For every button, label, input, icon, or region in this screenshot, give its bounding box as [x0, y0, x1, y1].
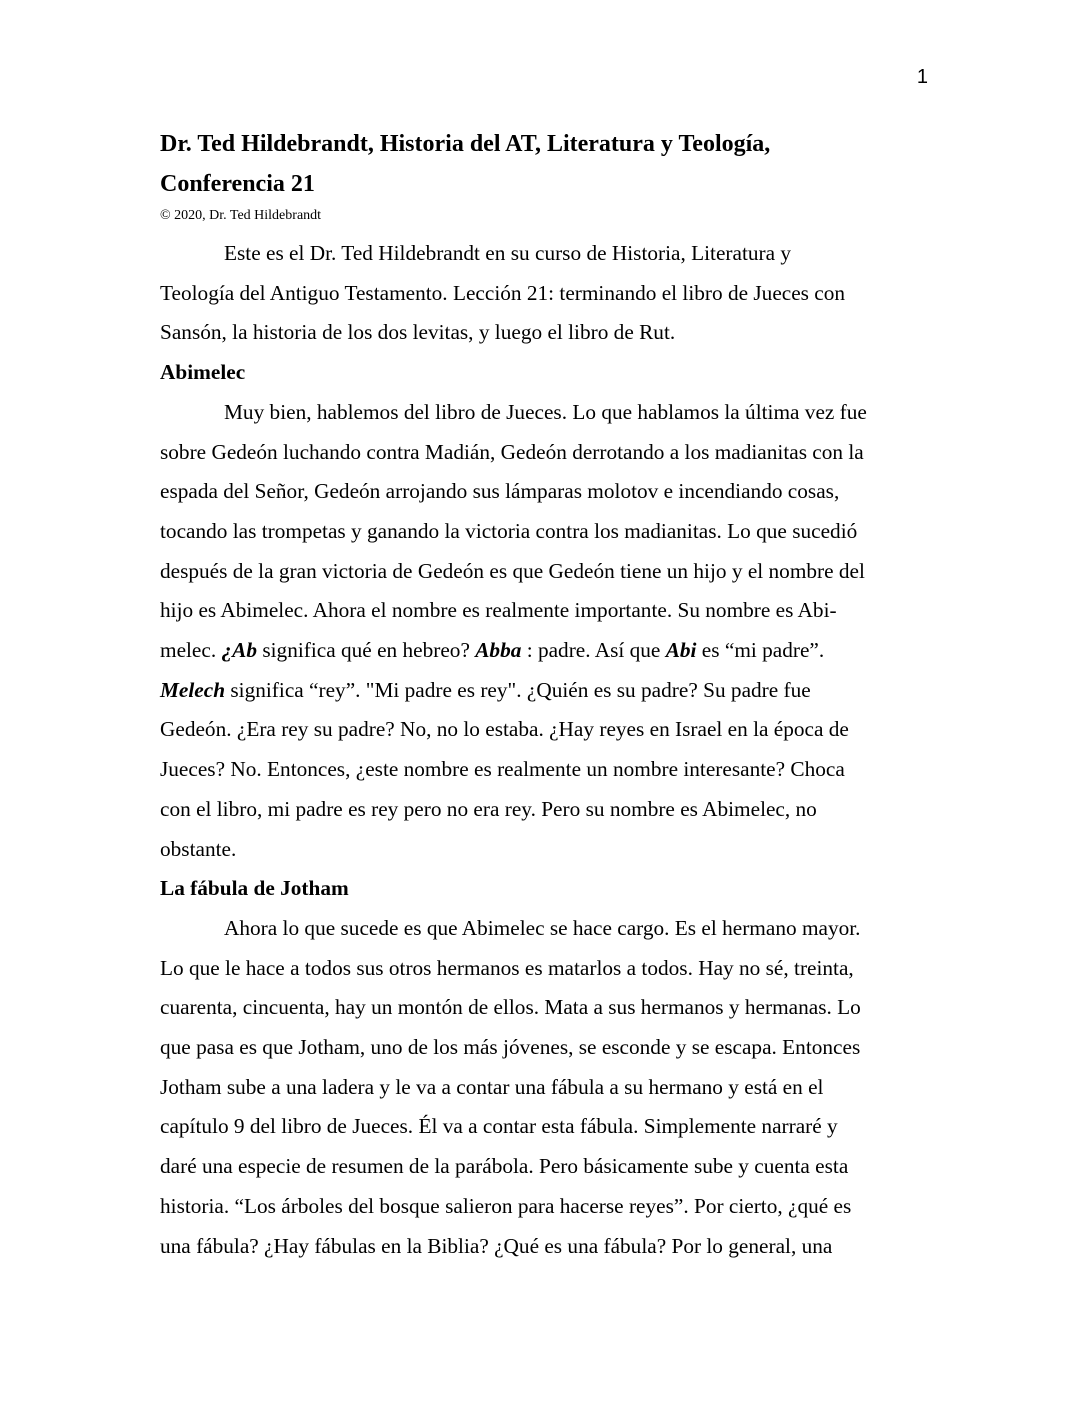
page-number: 1: [916, 66, 928, 88]
hebrew-term: Melech: [160, 677, 226, 702]
document-body: [160, 124, 930, 1266]
paragraph-line: Lo que le hace a todos sus otros hermanos es matarlos a todos. Hay no sé, treinta,: [160, 955, 854, 980]
title-line-2: Conferencia 21: [160, 171, 315, 197]
line-text: melec.: [160, 638, 222, 663]
abimelec-paragraph: [160, 393, 930, 869]
paragraph-line: obstante.: [160, 836, 237, 861]
paragraph-line: cuarenta, cincuenta, hay un montón de ellos. Mata a sus hermanos y hermanas. Lo: [160, 995, 861, 1020]
hebrew-term: Abba: [475, 638, 522, 663]
paragraph-line: sobre Gedeón luchando contra Madián, Gedeón derrotando a los madianitas con la: [160, 439, 864, 464]
paragraph-line: Gedeón. ¿Era rey su padre? No, no lo estaba. ¿Hay reyes en Israel en la época de: [160, 717, 849, 742]
intro-paragraph: [160, 234, 930, 353]
paragraph-line: hijo es Abimelec. Ahora el nombre es realmente importante. Su nombre es Abi-: [160, 598, 837, 623]
intro-line: Teología del Antiguo Testamento. Lección 21: terminando el libro de Jueces con: [160, 280, 846, 305]
line-text: significa qué en hebreo?: [257, 638, 476, 663]
intro-line: Sansón, la historia de los dos levitas, y luego el libro de Rut.: [160, 320, 676, 345]
hebrew-term: Abi: [665, 638, 697, 663]
paragraph-line: una fábula? ¿Hay fábulas en la Biblia? ¿Qué es una fábula? Por lo general, una: [160, 1233, 833, 1258]
paragraph-line: Jotham sube a una ladera y le va a contar una fábula a su hermano y está en el: [160, 1074, 824, 1099]
paragraph-line: capítulo 9 del libro de Jueces. Él va a contar esta fábula. Simplemente narraré y: [160, 1114, 838, 1139]
paragraph-line: [160, 631, 930, 671]
line-text: significa “rey”. "Mi padre es rey". ¿Quién es su padre? Su padre fue: [225, 677, 811, 702]
intro-line: Este es el Dr. Ted Hildebrandt en su curso de Historia, Literatura y: [224, 241, 792, 265]
title-line-1: Dr. Ted Hildebrandt, Historia del AT, Literatura y Teología,: [160, 131, 771, 157]
paragraph-line: tocando las trompetas y ganando la victoria contra los madianitas. Lo que sucedió: [160, 518, 858, 543]
line-text: es “mi padre”.: [696, 638, 825, 663]
paragraph-line: con el libro, mi padre es rey pero no era rey. Pero su nombre es Abimelec, no: [160, 796, 817, 821]
paragraph-line: daré una especie de resumen de la parábola. Pero básicamente sube y cuenta esta: [160, 1154, 849, 1179]
paragraph-line: Ahora lo que sucede es que Abimelec se hace cargo. Es el hermano mayor.: [224, 915, 861, 940]
paragraph-line: [160, 671, 930, 711]
paragraph-line: historia. “Los árboles del bosque salieron para hacerse reyes”. Por cierto, ¿qué es: [160, 1193, 852, 1218]
paragraph-line: Jueces? No. Entonces, ¿este nombre es realmente un nombre interesante? Choca: [160, 757, 845, 782]
paragraph-line: espada del Señor, Gedeón arrojando sus lámparas molotov e incendiando cosas,: [160, 479, 840, 504]
jotham-paragraph: [160, 909, 930, 1266]
section-heading-jotham: La fábula de Jotham: [160, 876, 349, 901]
document-title: [160, 124, 930, 204]
line-text: : padre. Así que: [521, 638, 666, 663]
copyright-notice: © 2020, Dr. Ted Hildebrandt: [160, 208, 322, 223]
section-heading-abimelec: Abimelec: [160, 360, 246, 385]
paragraph-line: después de la gran victoria de Gedeón es que Gedeón tiene un hijo y el nombre del: [160, 558, 865, 583]
hebrew-term: ¿Ab: [221, 638, 258, 663]
paragraph-line: que pasa es que Jotham, uno de los más jóvenes, se esconde y se escapa. Entonces: [160, 1035, 861, 1060]
paragraph-line: Muy bien, hablemos del libro de Jueces. Lo que hablamos la última vez fue: [224, 399, 867, 424]
